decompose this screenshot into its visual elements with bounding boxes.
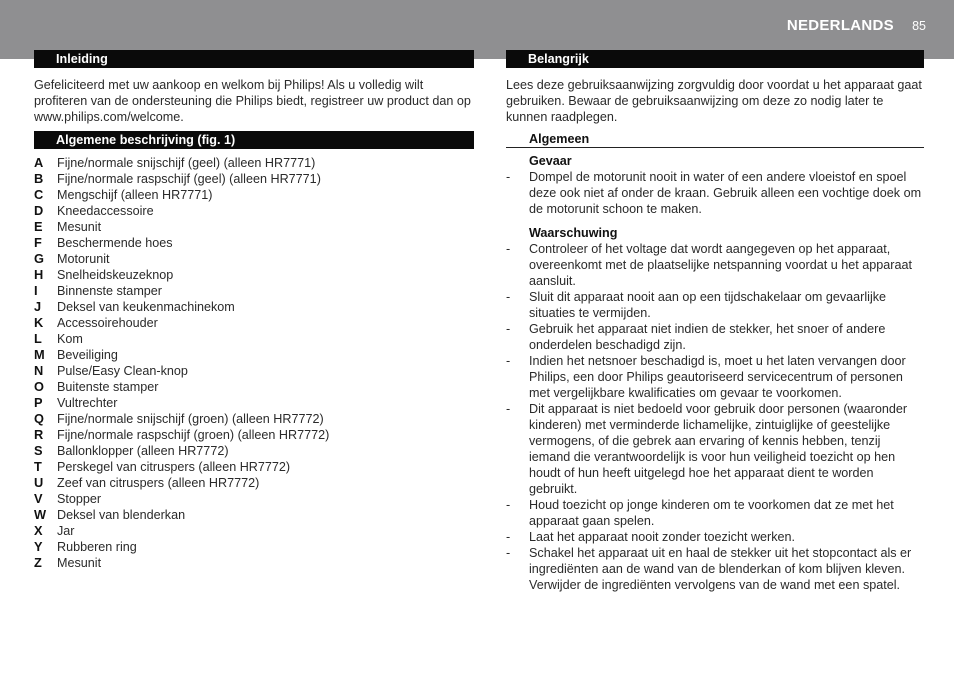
part-letter: I [34,283,38,298]
bullet-text: Sluit dit apparaat nooit aan op een tijdschakelaar om gevaarlijke situaties te vermijden. [529,290,887,320]
part-label: Snelheidskeuzeknop [57,268,174,282]
list-item [34,251,474,267]
part-label: Deksel van keukenmachinekom [57,300,235,314]
list-item [506,529,924,545]
part-letter: K [34,315,44,330]
bullet-dash: - [506,322,511,336]
list-item [34,331,474,347]
bullet-text: Gebruik het apparaat niet indien de stekker, het snoer of andere onderdelen beschadigd zijn. [529,322,886,352]
part-letter: A [34,155,44,170]
list-item [506,353,924,401]
warning-list [506,241,924,593]
part-label: Pulse/Easy Clean-knop [57,364,188,378]
bullet-dash: - [506,530,511,544]
part-letter: T [34,459,42,474]
list-item [34,315,474,331]
part-label: Vultrechter [57,396,118,410]
important-text: Lees deze gebruiksaanwijzing zorgvuldig door voordat u het apparaat gaat gebruiken. Bewaar de gebruiksaanwijzing om deze zo nodig later te kunnen raadplegen. [506,78,922,124]
list-item [34,203,474,219]
list-item [34,171,474,187]
list-item [34,187,474,203]
parts-list [34,155,474,571]
part-letter: F [34,235,42,250]
part-letter: H [34,267,44,282]
part-letter: N [34,363,44,378]
section-heading-important: Belangrijk [506,50,924,68]
part-letter: L [34,331,42,346]
list-item [34,379,474,395]
bullet-text: Dompel de motorunit nooit in water of een andere vloeistof en spoel deze ook niet af onder de kraan. Gebruik alleen een vochtige doek om de motorunit schoon te maken. [529,170,922,216]
list-item [506,497,924,529]
part-label: Rubberen ring [57,540,137,554]
part-label: Beschermende hoes [57,236,173,250]
part-letter: C [34,187,44,202]
list-item [34,347,474,363]
part-letter: Q [34,411,44,426]
bullet-dash: - [506,354,511,368]
list-item [34,395,474,411]
part-letter: M [34,347,45,362]
part-label: Kom [57,332,83,346]
list-item [506,169,924,217]
list-item [506,289,924,321]
part-letter: R [34,427,44,442]
bullet-text: Laat het apparaat nooit zonder toezicht werken. [529,530,796,544]
subheading-danger: Gevaar [529,154,572,168]
part-letter: B [34,171,44,186]
bullet-dash: - [506,402,511,416]
part-letter: P [34,395,43,410]
part-letter: J [34,299,42,314]
part-letter: G [34,251,44,266]
bullet-text: Schakel het apparaat uit en haal de stekker uit het stopcontact als er ingrediënten aan de wand van de blenderkan of kom blijven kleven. Verwijder de ingrediënten vervolgens van de wand met een spatel. [529,546,912,592]
part-label: Fijne/normale raspschijf (groen) (alleen HR7772) [57,428,330,442]
language-label: NEDERLANDS [786,17,894,34]
bullet-text: Indien het netsnoer beschadigd is, moet u het laten vervangen door Philips, een door Philips geautoriseerd servicecentrum of personen met vergelijkbare kwalificaties om gevaar te voorkomen. [529,354,906,400]
part-label: Ballonklopper (alleen HR7772) [57,444,229,458]
list-item [506,321,924,353]
part-letter: U [34,475,44,490]
part-label: Fijne/normale raspschijf (geel) (alleen HR7771) [57,172,321,186]
list-item [34,363,474,379]
list-item [34,283,474,299]
subheading-warning: Waarschuwing [529,226,618,240]
bullet-dash: - [506,546,511,560]
part-letter: X [34,523,43,538]
list-item [34,443,474,459]
page-number: 85 [912,19,926,33]
list-item [34,539,474,555]
subheading-general: Algemeen [506,131,924,148]
part-label: Zeef van citruspers (alleen HR7772) [57,476,260,490]
list-item [34,267,474,283]
section-heading-intro: Inleiding [34,50,474,68]
part-letter: Y [34,539,43,554]
part-letter: W [34,507,47,522]
list-item [506,545,924,593]
bullet-dash: - [506,290,511,304]
bullet-dash: - [506,170,511,184]
list-item [34,507,474,523]
list-item [506,241,924,289]
part-label: Buitenste stamper [57,380,159,394]
part-label: Kneedaccessoire [57,204,154,218]
list-item [34,523,474,539]
part-label: Beveiliging [57,348,118,362]
part-label: Jar [57,524,75,538]
bullet-dash: - [506,242,511,256]
bullet-text: Houd toezicht op jonge kinderen om te voorkomen dat ze met het apparaat gaan spelen. [529,498,894,528]
part-label: Motorunit [57,252,110,266]
part-letter: V [34,491,43,506]
list-item [34,427,474,443]
left-column [34,50,474,571]
list-item [34,491,474,507]
list-item [34,235,474,251]
danger-list [506,169,924,217]
bullet-text: Dit apparaat is niet bedoeld voor gebruik door personen (waaronder kinderen) met verminderde lichamelijke, zintuiglijke of geestelijke vermogens, of die gebrek aan ervaring of kennis hebben, tenzij iemand die verantwoordelijk is voor hun veiligheid toezicht op hen houdt of hun heeft uitgelegd hoe het apparaat dient te worden gebruikt. [529,402,908,496]
list-item [34,155,474,171]
bullet-text: Controleer of het voltage dat wordt aangegeven op het apparaat, overeenkomt met de plaatselijke netspanning voordat u het apparaat aansluit. [529,242,912,288]
part-letter: D [34,203,44,218]
part-label: Mesunit [57,220,102,234]
list-item [506,401,924,497]
right-column [506,50,924,593]
part-label: Stopper [57,492,102,506]
list-item [34,219,474,235]
bullet-dash: - [506,498,511,512]
list-item [34,299,474,315]
part-label: Mengschijf (alleen HR7771) [57,188,213,202]
part-letter: S [34,443,43,458]
intro-text: Gefeliciteerd met uw aankoop en welkom bij Philips! Als u volledig wilt profiteren van de ondersteuning die Philips biedt, registreer uw product dan op www.philips.com/welcome. [34,78,471,124]
part-label: Accessoirehouder [57,316,158,330]
part-label: Mesunit [57,556,102,570]
part-label: Fijne/normale snijschijf (groen) (alleen HR7772) [57,412,324,426]
part-label: Perskegel van citruspers (alleen HR7772) [57,460,291,474]
list-item [34,411,474,427]
part-label: Deksel van blenderkan [57,508,186,522]
list-item [34,475,474,491]
section-heading-description: Algemene beschrijving (fig. 1) [34,131,474,149]
part-label: Fijne/normale snijschijf (geel) (alleen HR7771) [57,156,316,170]
part-label: Binnenste stamper [57,284,163,298]
part-letter: O [34,379,44,394]
list-item [34,459,474,475]
list-item [34,555,474,571]
part-letter: Z [34,555,42,570]
part-letter: E [34,219,43,234]
